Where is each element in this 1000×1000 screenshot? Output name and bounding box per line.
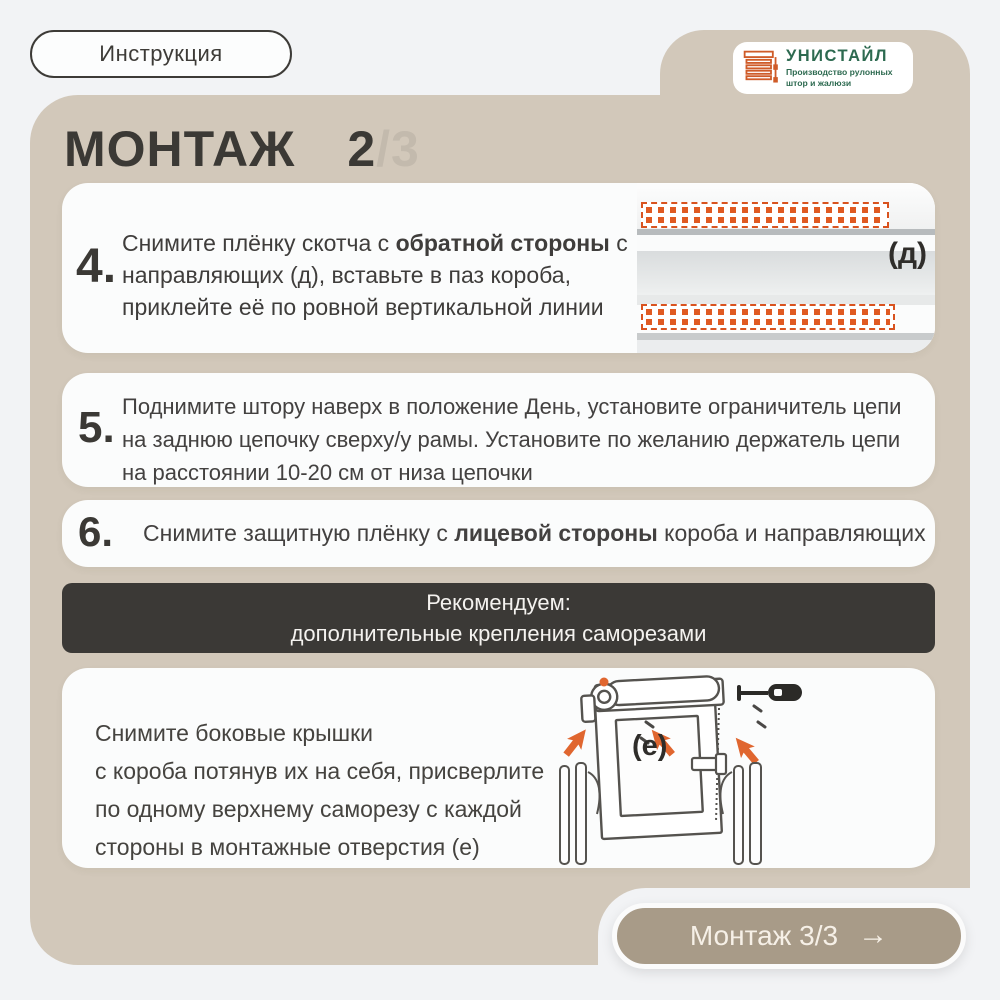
step5-card <box>62 373 935 487</box>
step5-line3: на расстоянии 10-20 см от низа цепочки <box>122 460 533 485</box>
step4-text <box>122 227 628 323</box>
step4-number: 4. <box>76 240 117 293</box>
screwdriver-icon <box>739 684 802 701</box>
banner-line2: дополнительные крепления саморезами <box>290 621 707 646</box>
title-page-current: 2 <box>347 121 377 177</box>
photo-label-d: (д) <box>887 237 927 270</box>
diagram-label-e: (e) <box>632 730 668 762</box>
step5-text <box>122 390 901 489</box>
rail-shadow <box>637 333 935 340</box>
recommendation-banner <box>62 583 935 653</box>
installation-diagram <box>558 670 933 866</box>
final-line3: по одному верхнему саморезу с каждой <box>95 796 522 822</box>
step5-line2: на заднюю цепочку сверху/у рамы. Установите по желанию держатель цепи <box>122 427 901 452</box>
instruction-badge <box>30 30 292 78</box>
final-line4: стороны в монтажные отверстия (е) <box>95 834 480 860</box>
step4-line2: направляющих (д), вставьте в паз короба, <box>122 262 571 288</box>
title-word: МОНТАЖ <box>64 121 296 177</box>
rails-photo <box>637 183 935 353</box>
next-page-button[interactable] <box>612 903 966 969</box>
final-line2: с короба потянув их на себя, присверлите <box>95 758 545 784</box>
step6-card <box>62 500 935 567</box>
logo-text <box>786 48 893 88</box>
step4-line1: Снимите плёнку скотча с обратной стороны с <box>122 230 628 256</box>
brand-logo <box>733 42 913 94</box>
adhesive-tape-strip <box>641 304 895 330</box>
step4-line3: приклейте её по ровной вертикальной линии <box>122 294 604 320</box>
logo-tagline-line1: Производство рулонных <box>786 66 893 77</box>
adhesive-tape-strip <box>641 202 889 228</box>
rail-band <box>637 340 935 353</box>
step6-number: 6. <box>78 507 114 555</box>
logo-tagline-line2: штор и жалюзи <box>786 77 852 88</box>
blinds-icon <box>741 48 781 88</box>
arrow-right-icon: → <box>858 918 889 951</box>
step4-card <box>62 183 935 353</box>
title-page-total: /3 <box>376 121 420 177</box>
step5-number: 5. <box>78 403 115 452</box>
final-step-text <box>95 714 544 866</box>
banner-line1: Рекомендуем: <box>426 590 571 615</box>
final-line1: Снимите боковые крышки <box>95 720 374 746</box>
final-step-card <box>62 668 935 868</box>
step6-text: Снимите защитную плёнку с лицевой стороны короба и направляющих <box>143 520 926 546</box>
logo-name: УНИСТАЙЛ <box>786 46 888 65</box>
instruction-badge-label: Инструкция <box>99 41 223 66</box>
step5-line1: Поднимите штору наверх в положение День, установите ограничитель цепи <box>122 394 902 419</box>
next-page-label: Монтаж 3/3 <box>689 920 839 951</box>
logo-tagline <box>786 67 893 88</box>
page-title <box>64 120 420 178</box>
